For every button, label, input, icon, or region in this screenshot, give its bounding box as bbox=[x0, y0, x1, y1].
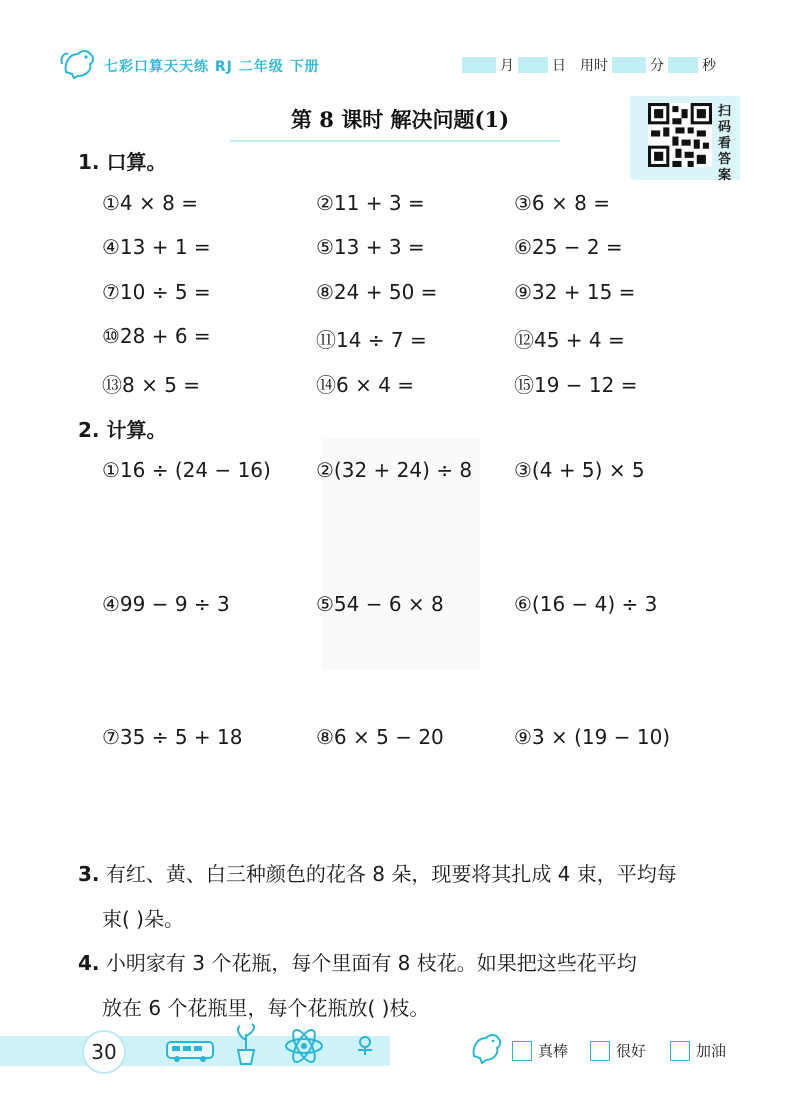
oral-item: ①4 × 8 = bbox=[102, 191, 198, 215]
calc-item: ②(32 + 24) ÷ 8 bbox=[316, 458, 473, 482]
oral-item: ⑦10 ÷ 5 = bbox=[102, 280, 211, 304]
title-underline bbox=[230, 140, 560, 142]
day-blank[interactable] bbox=[518, 57, 548, 73]
rating-great-label: 真棒 bbox=[538, 1042, 569, 1060]
oral-item: ⑮19 − 12 = bbox=[514, 373, 638, 397]
question-3-line-1 bbox=[78, 858, 677, 887]
rating-keep-going-checkbox[interactable] bbox=[670, 1041, 690, 1061]
question-4-line-1 bbox=[78, 947, 637, 976]
rooster-logo-icon bbox=[58, 44, 98, 80]
question-3-text: 有红、黄、白三种颜色的花各 8 朵，现要将其扎成 4 束，平均每 bbox=[105, 862, 677, 886]
month-blank[interactable] bbox=[462, 57, 496, 73]
minute-blank[interactable] bbox=[612, 57, 646, 73]
second-blank[interactable] bbox=[668, 57, 698, 73]
time-used-label: 用时 bbox=[580, 58, 608, 74]
calc-item: ⑨3 × (19 − 10) bbox=[514, 725, 671, 749]
oral-item: ⑥25 − 2 = bbox=[514, 235, 623, 259]
oral-item: ⑨32 + 15 = bbox=[514, 280, 636, 304]
section-1-heading: 1. 口算。 bbox=[78, 150, 167, 174]
question-3-number: 3. bbox=[78, 862, 100, 886]
atom-icon bbox=[282, 1026, 326, 1066]
rooster-mascot-icon bbox=[468, 1030, 502, 1066]
qr-caption bbox=[718, 104, 736, 184]
calc-item: ③(4 + 5) × 5 bbox=[514, 458, 645, 482]
question-4-line-2: 放在 6 个花瓶里，每个花瓶放( )枝。 bbox=[102, 996, 430, 1020]
rating-good-label: 很好 bbox=[616, 1042, 647, 1060]
oral-item: ⑤13 + 3 = bbox=[316, 235, 425, 259]
calc-item: ⑥(16 − 4) ÷ 3 bbox=[514, 592, 658, 616]
oral-item: ⑩28 + 6 = bbox=[102, 324, 211, 348]
oral-item: ⑬8 × 5 = bbox=[102, 373, 201, 397]
rating-good-checkbox[interactable] bbox=[590, 1041, 610, 1061]
month-label: 月 bbox=[500, 58, 514, 74]
qr-code-icon[interactable] bbox=[648, 103, 712, 167]
rating-great[interactable] bbox=[512, 1040, 568, 1061]
calc-item: ⑧6 × 5 − 20 bbox=[316, 725, 444, 749]
oral-item: ③6 × 8 = bbox=[514, 191, 610, 215]
section-2-heading: 2. 计算。 bbox=[78, 418, 167, 442]
qr-caption-char: 扫 bbox=[718, 104, 732, 119]
page-number: 30 bbox=[82, 1030, 126, 1074]
second-label: 秒 bbox=[702, 58, 716, 74]
question-3-line-2: 束( )朵。 bbox=[102, 907, 184, 931]
calc-item: ⑤54 − 6 × 8 bbox=[316, 592, 444, 616]
series-title: 七彩口算天天练 RJ 二年级 下册 bbox=[104, 59, 320, 75]
flower-icon bbox=[352, 1034, 378, 1056]
calc-item: ①16 ÷ (24 − 16) bbox=[102, 458, 271, 482]
oral-item: ⑧24 + 50 = bbox=[316, 280, 438, 304]
calc-item: ④99 − 9 ÷ 3 bbox=[102, 592, 230, 616]
question-4-number: 4. bbox=[78, 951, 100, 975]
oral-item: ④13 + 1 = bbox=[102, 235, 211, 259]
oral-item: ②11 + 3 = bbox=[316, 191, 425, 215]
calc-item: ⑦35 ÷ 5 + 18 bbox=[102, 725, 243, 749]
day-label: 日 bbox=[552, 58, 566, 74]
lesson-title: 第 8 课时 解决问题(1) bbox=[290, 107, 510, 132]
qr-caption-char: 答 bbox=[718, 152, 732, 167]
date-time-strip bbox=[458, 56, 716, 74]
rating-great-checkbox[interactable] bbox=[512, 1041, 532, 1061]
qr-caption-char: 码 bbox=[718, 120, 732, 135]
question-4-text: 小明家有 3 个花瓶，每个里面有 8 枝花。如果把这些花平均 bbox=[105, 951, 637, 975]
potted-plant-icon bbox=[228, 1022, 264, 1066]
oral-item: ⑫45 + 4 = bbox=[514, 328, 625, 352]
qr-caption-char: 看 bbox=[718, 136, 732, 151]
minute-label: 分 bbox=[650, 58, 664, 74]
qr-caption-char: 案 bbox=[718, 168, 732, 183]
rating-good[interactable] bbox=[590, 1040, 646, 1061]
bus-icon bbox=[165, 1038, 215, 1064]
rating-keep-going[interactable] bbox=[670, 1040, 726, 1061]
rating-keep-going-label: 加油 bbox=[696, 1042, 727, 1060]
oral-item: ⑭6 × 4 = bbox=[316, 373, 415, 397]
oral-item: ⑪14 ÷ 7 = bbox=[316, 328, 427, 352]
